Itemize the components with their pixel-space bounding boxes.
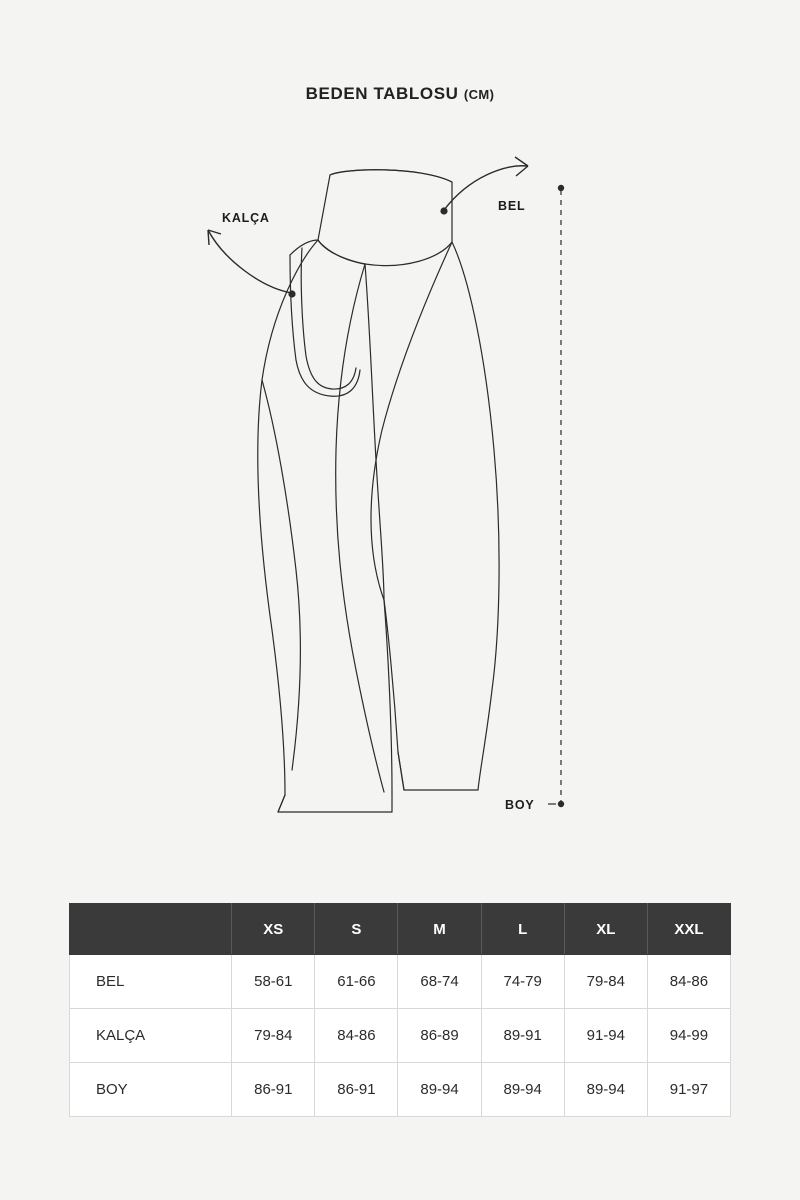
cell-bel-m: 68-74 xyxy=(398,955,481,1009)
column-header-s: S xyxy=(315,904,398,955)
column-header-xs: XS xyxy=(232,904,315,955)
table-row xyxy=(70,1009,731,1063)
cell-boy-xxl: 91-97 xyxy=(647,1063,730,1117)
size-table-head xyxy=(70,904,731,955)
column-header-xl: XL xyxy=(564,904,647,955)
leggings-diagram-svg xyxy=(0,130,800,870)
column-header-xxl: XXL xyxy=(647,904,730,955)
cell-kalca-xs: 79-84 xyxy=(232,1009,315,1063)
cell-boy-xs: 86-91 xyxy=(232,1063,315,1117)
table-row xyxy=(70,955,731,1009)
cell-boy-m: 89-94 xyxy=(398,1063,481,1117)
table-header-row xyxy=(70,904,731,955)
cell-kalca-m: 86-89 xyxy=(398,1009,481,1063)
cell-kalca-xxl: 94-99 xyxy=(647,1009,730,1063)
leggings-illustration xyxy=(0,130,800,870)
column-header-m: M xyxy=(398,904,481,955)
cell-kalca-l: 89-91 xyxy=(481,1009,564,1063)
cell-kalca-xl: 91-94 xyxy=(564,1009,647,1063)
row-header-kalca: KALÇA xyxy=(70,1009,232,1063)
hip-label: KALÇA xyxy=(222,211,270,225)
page-title-text: BEDEN TABLOSU xyxy=(305,84,459,103)
length-label: BOY xyxy=(505,798,535,812)
cell-bel-l: 74-79 xyxy=(481,955,564,1009)
cell-boy-l: 89-94 xyxy=(481,1063,564,1117)
waist-label: BEL xyxy=(498,199,526,213)
size-table-wrapper xyxy=(69,903,731,1117)
cell-bel-xl: 79-84 xyxy=(564,955,647,1009)
page-title-unit: (CM) xyxy=(463,87,495,102)
cell-bel-s: 61-66 xyxy=(315,955,398,1009)
size-table-body xyxy=(70,955,731,1117)
cell-bel-xs: 58-61 xyxy=(232,955,315,1009)
table-row xyxy=(70,1063,731,1117)
cell-boy-xl: 89-94 xyxy=(564,1063,647,1117)
table-corner-cell xyxy=(70,904,232,955)
column-header-l: L xyxy=(481,904,564,955)
size-table xyxy=(69,903,731,1117)
cell-bel-xxl: 84-86 xyxy=(647,955,730,1009)
length-dimension-line xyxy=(558,185,564,807)
row-header-bel: BEL xyxy=(70,955,232,1009)
hip-leader-line xyxy=(208,230,296,298)
cell-kalca-s: 84-86 xyxy=(315,1009,398,1063)
row-header-boy: BOY xyxy=(70,1063,232,1117)
page-title xyxy=(0,84,800,104)
cell-boy-s: 86-91 xyxy=(315,1063,398,1117)
